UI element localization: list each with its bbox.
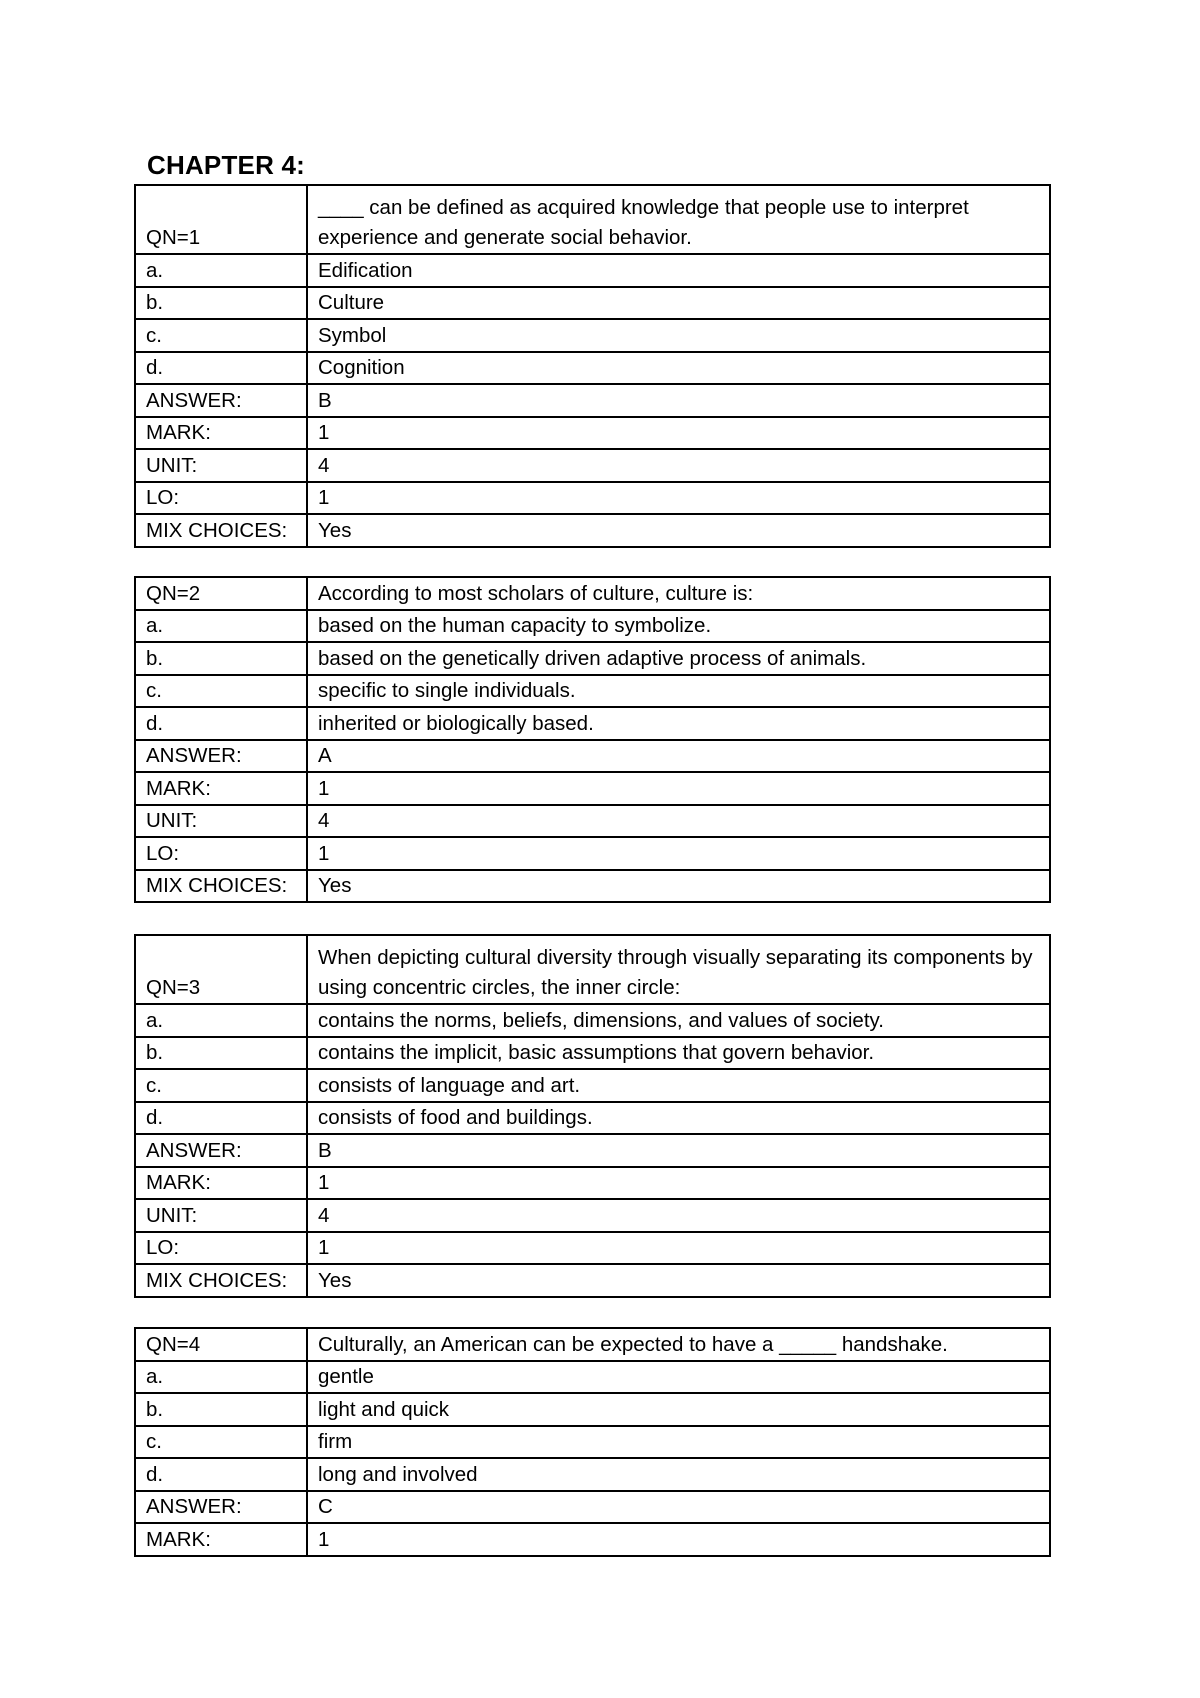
choice-text: consists of language and art. [307,1069,1050,1102]
unit-row [135,1199,1050,1232]
answer-row [135,384,1050,417]
mark-row [135,1523,1050,1556]
choice-text: consists of food and buildings. [307,1102,1050,1135]
choice-letter: d. [135,1102,307,1135]
choice-text: contains the implicit, basic assumptions that govern behavior. [307,1037,1050,1070]
mark-row [135,417,1050,450]
meta-value: 4 [307,449,1050,482]
choice-row-c [135,319,1050,352]
question-row [135,185,1050,254]
choice-letter: a. [135,1004,307,1037]
lo-row [135,482,1050,515]
meta-value: Yes [307,870,1050,903]
choice-text: contains the norms, beliefs, dimensions, and values of society. [307,1004,1050,1037]
lo-row [135,1232,1050,1265]
choice-text: based on the genetically driven adaptive process of animals. [307,642,1050,675]
question-text: According to most scholars of culture, culture is: [307,577,1050,610]
choice-text: Symbol [307,319,1050,352]
unit-row [135,449,1050,482]
question-table-3 [134,934,1051,1298]
meta-label: ANSWER: [135,740,307,773]
question-number: QN=1 [135,185,307,254]
meta-value: 1 [307,772,1050,805]
meta-value: 1 [307,482,1050,515]
question-row [135,1328,1050,1361]
meta-value: 1 [307,1232,1050,1265]
mix-choices-row [135,1264,1050,1297]
question-row [135,577,1050,610]
lo-row [135,837,1050,870]
question-row [135,935,1050,1004]
answer-row [135,1491,1050,1524]
unit-row [135,805,1050,838]
question-number: QN=3 [135,935,307,1004]
choice-letter: d. [135,1458,307,1491]
choice-row-b [135,287,1050,320]
choice-letter: d. [135,352,307,385]
meta-value: 1 [307,837,1050,870]
question-table-2 [134,576,1051,903]
mix-choices-row [135,514,1050,547]
choice-letter: b. [135,642,307,675]
choice-row-d [135,352,1050,385]
choice-row-b [135,1037,1050,1070]
choice-row-b [135,1393,1050,1426]
meta-label: UNIT: [135,1199,307,1232]
choice-letter: a. [135,1361,307,1394]
choice-text: gentle [307,1361,1050,1394]
meta-label: LO: [135,1232,307,1265]
answer-row [135,740,1050,773]
choice-letter: a. [135,254,307,287]
meta-value: C [307,1491,1050,1524]
choice-row-a [135,1004,1050,1037]
chapter-title: CHAPTER 4: [147,150,306,180]
meta-label: MIX CHOICES: [135,870,307,903]
question-number: QN=2 [135,577,307,610]
choice-text: inherited or biologically based. [307,707,1050,740]
choice-letter: b. [135,1037,307,1070]
meta-label: ANSWER: [135,1134,307,1167]
choice-text: specific to single individuals. [307,675,1050,708]
choice-row-d [135,707,1050,740]
meta-label: MIX CHOICES: [135,514,307,547]
mix-choices-row [135,870,1050,903]
choice-letter: d. [135,707,307,740]
meta-value: 1 [307,417,1050,450]
choice-text: light and quick [307,1393,1050,1426]
choice-text: Culture [307,287,1050,320]
meta-value: 1 [307,1167,1050,1200]
meta-label: MARK: [135,1523,307,1556]
choice-letter: c. [135,1069,307,1102]
mark-row [135,772,1050,805]
choice-row-a [135,1361,1050,1394]
choice-row-c [135,1069,1050,1102]
question-table-4 [134,1327,1051,1557]
choice-letter: b. [135,287,307,320]
choice-row-b [135,642,1050,675]
choice-row-d [135,1102,1050,1135]
question-text: Culturally, an American can be expected to have a _____ handshake. [307,1328,1050,1361]
meta-label: MARK: [135,1167,307,1200]
meta-label: ANSWER: [135,1491,307,1524]
choice-row-c [135,1426,1050,1459]
question-number: QN=4 [135,1328,307,1361]
answer-row [135,1134,1050,1167]
meta-value: B [307,384,1050,417]
meta-label: MIX CHOICES: [135,1264,307,1297]
choice-row-d [135,1458,1050,1491]
meta-label: LO: [135,482,307,515]
meta-label: UNIT: [135,805,307,838]
question-text: When depicting cultural diversity through visually separating its components by using concentric circles, the inner circle: [307,935,1050,1004]
meta-label: MARK: [135,772,307,805]
choice-text: based on the human capacity to symbolize. [307,610,1050,643]
question-table-1 [134,184,1051,548]
meta-value: Yes [307,514,1050,547]
choice-letter: c. [135,1426,307,1459]
mark-row [135,1167,1050,1200]
choice-text: long and involved [307,1458,1050,1491]
meta-label: LO: [135,837,307,870]
meta-label: ANSWER: [135,384,307,417]
choice-text: firm [307,1426,1050,1459]
choice-text: Edification [307,254,1050,287]
meta-value: 4 [307,1199,1050,1232]
choice-letter: a. [135,610,307,643]
choice-letter: b. [135,1393,307,1426]
choice-row-c [135,675,1050,708]
choice-letter: c. [135,675,307,708]
question-text: ____ can be defined as acquired knowledge that people use to interpret experience and generate social behavior. [307,185,1050,254]
meta-value: 4 [307,805,1050,838]
choice-letter: c. [135,319,307,352]
meta-value: 1 [307,1523,1050,1556]
meta-label: UNIT: [135,449,307,482]
meta-label: MARK: [135,417,307,450]
meta-value: B [307,1134,1050,1167]
choice-text: Cognition [307,352,1050,385]
meta-value: A [307,740,1050,773]
meta-value: Yes [307,1264,1050,1297]
choice-row-a [135,610,1050,643]
choice-row-a [135,254,1050,287]
